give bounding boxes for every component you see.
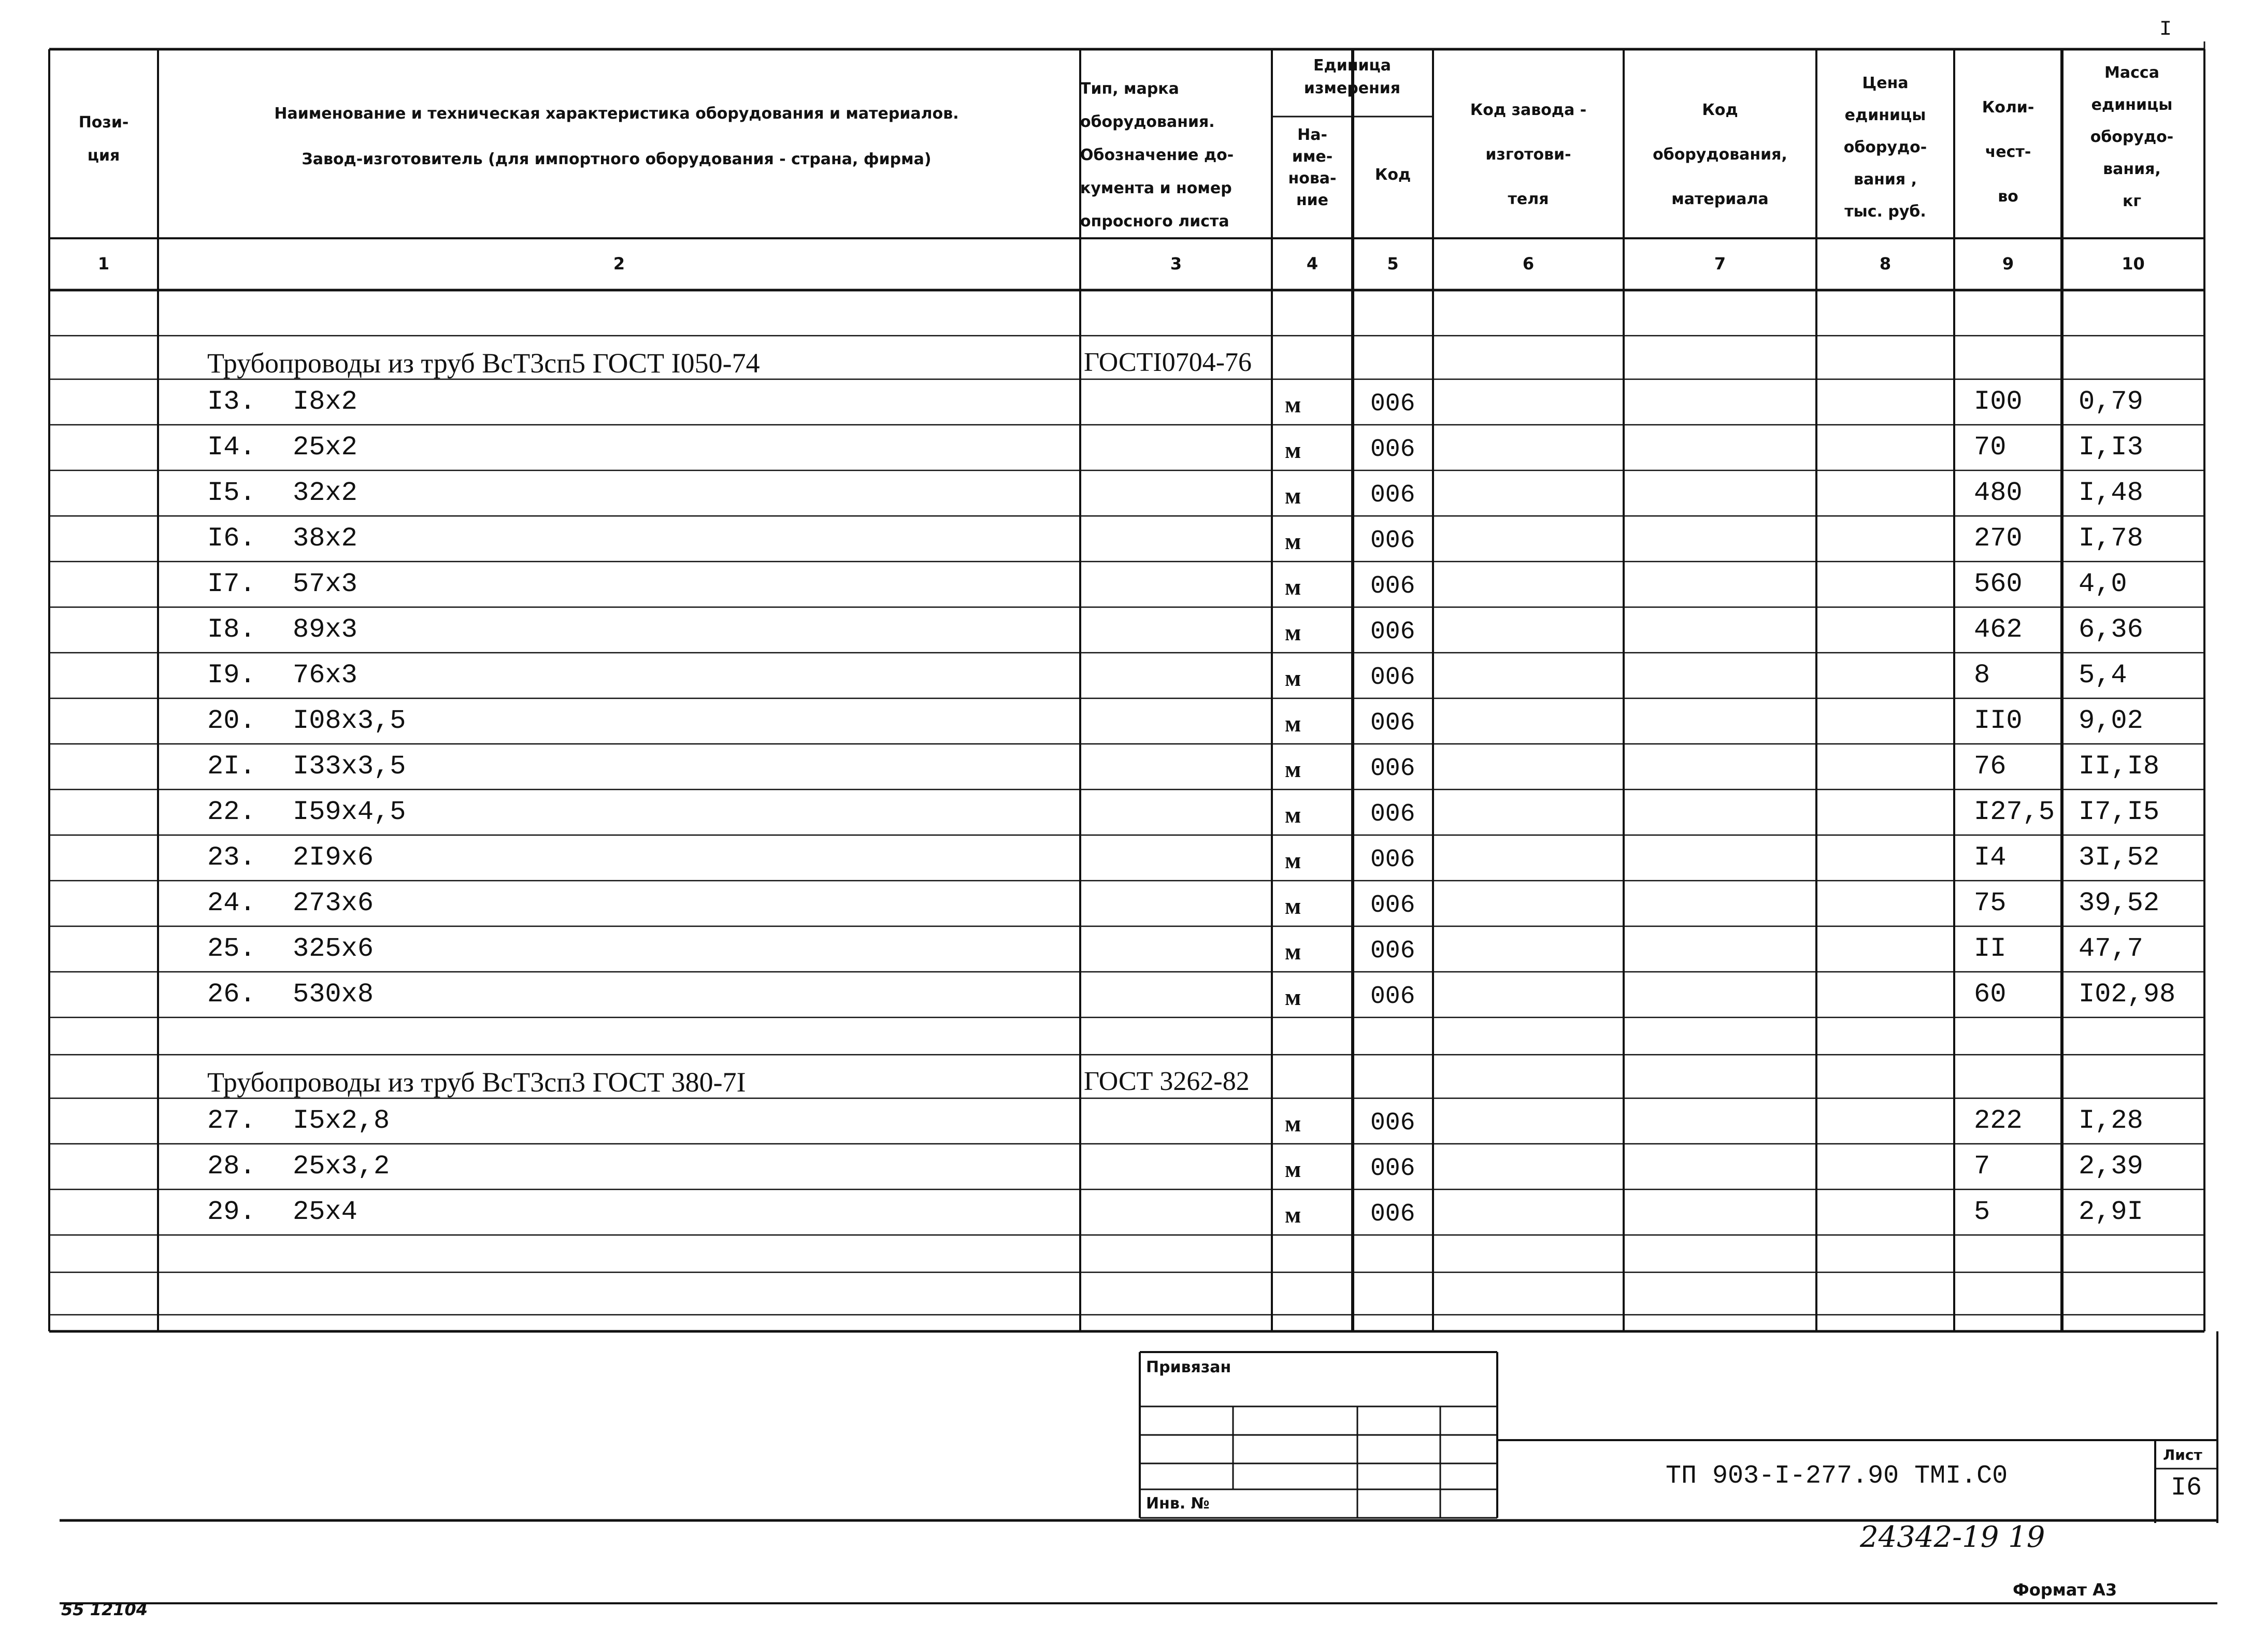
row-position: 28. (207, 1151, 256, 1182)
row-code: 006 (1370, 1109, 1415, 1137)
column-number: 2 (613, 254, 625, 274)
row-code: 006 (1370, 572, 1415, 600)
section-title: Трубопроводы из труб ВсТ3сп5 ГОСТ I050-74 (207, 348, 760, 379)
row-position: I3. (207, 386, 256, 417)
row-position: 24. (207, 888, 256, 918)
row-position: 25. (207, 933, 256, 964)
row-position: 2I. (207, 751, 256, 782)
header-mass: Масса единицы оборудо- вания, кг (2090, 64, 2174, 210)
handwritten-number: 24342-19 19 (1860, 1520, 2045, 1554)
row-quantity: 222 (1974, 1105, 2023, 1136)
row-mass: 3I,52 (2079, 842, 2160, 873)
row-mass: 2,9I (2079, 1197, 2143, 1227)
row-quantity: 462 (1974, 614, 2023, 645)
row-mass: I,28 (2079, 1105, 2143, 1136)
row-position: 26. (207, 979, 256, 1010)
row-position: 23. (207, 842, 256, 873)
column-number: 6 (1522, 254, 1535, 274)
header-name-line1: Наименование и техническая характеристика оборудования и материалов. (274, 105, 959, 123)
row-name: 32x2 (293, 478, 357, 508)
row-position: 22. (207, 797, 256, 827)
row-quantity: 76 (1974, 751, 2007, 782)
row-unit: м (1285, 482, 1301, 509)
row-unit: м (1285, 710, 1301, 737)
row-code: 006 (1370, 390, 1415, 418)
row-code: 006 (1370, 481, 1415, 509)
column-number: 1 (97, 254, 110, 274)
row-quantity: 75 (1974, 888, 2007, 918)
row-code: 006 (1370, 846, 1415, 874)
row-name: 2I9x6 (293, 842, 374, 873)
row-unit: м (1285, 938, 1301, 965)
sheet-label: Лист (2163, 1446, 2202, 1463)
row-code: 006 (1370, 937, 1415, 965)
row-quantity: 5 (1974, 1197, 1990, 1227)
row-unit: м (1285, 665, 1301, 691)
section-doc-ref: ГОСТI0704-76 (1084, 348, 1252, 377)
row-quantity: 7 (1974, 1151, 1990, 1182)
row-mass: 5,4 (2079, 660, 2127, 691)
row-position: I6. (207, 523, 256, 554)
row-code: 006 (1370, 755, 1415, 783)
row-code: 006 (1370, 1200, 1415, 1228)
row-mass: 2,39 (2079, 1151, 2143, 1182)
row-name: 38x2 (293, 523, 357, 554)
row-unit: м (1285, 437, 1301, 463)
section-doc-ref: ГОСТ 3262-82 (1084, 1067, 1250, 1096)
row-code: 006 (1370, 618, 1415, 646)
row-unit: м (1285, 619, 1301, 645)
header-quantity: Коли- чест- во (1982, 98, 2034, 206)
row-code: 006 (1370, 983, 1415, 1011)
row-mass: 6,36 (2079, 614, 2143, 645)
row-quantity: II0 (1974, 706, 2023, 736)
row-quantity: II (1974, 933, 2007, 964)
column-number: 8 (1879, 254, 1892, 274)
row-name: 25x2 (293, 432, 357, 463)
header-position: Пози- ция (78, 113, 129, 165)
row-quantity: 480 (1974, 478, 2023, 508)
row-position: I7. (207, 569, 256, 599)
row-unit: м (1285, 893, 1301, 919)
row-unit: м (1285, 528, 1301, 554)
row-name: 89x3 (293, 614, 357, 645)
column-number: 5 (1387, 254, 1399, 274)
row-unit: м (1285, 847, 1301, 873)
row-mass: I,78 (2079, 523, 2143, 554)
column-number: 9 (2002, 254, 2014, 274)
row-mass: I,48 (2079, 478, 2143, 508)
row-code: 006 (1370, 1155, 1415, 1183)
row-unit: м (1285, 801, 1301, 828)
row-unit: м (1285, 1201, 1301, 1228)
column-number: 7 (1714, 254, 1726, 274)
corner-mark: I (2159, 18, 2172, 41)
row-name: I33x3,5 (293, 751, 406, 782)
stamp-privyazan: Привязан (1146, 1358, 1231, 1376)
row-quantity: 560 (1974, 569, 2023, 599)
row-unit: м (1285, 391, 1301, 418)
header-equipment-code: Код оборудования, материала (1653, 101, 1787, 208)
row-name: 273x6 (293, 888, 374, 918)
row-unit: м (1285, 1156, 1301, 1182)
column-number: 10 (2122, 254, 2145, 274)
row-unit: м (1285, 573, 1301, 600)
row-code: 006 (1370, 892, 1415, 920)
row-code: 006 (1370, 527, 1415, 555)
section-title: Трубопроводы из труб ВсТ3сп3 ГОСТ 380-7I (207, 1067, 746, 1098)
format-label: Формат А3 (2013, 1580, 2117, 1600)
row-mass: 39,52 (2079, 888, 2160, 918)
row-code: 006 (1370, 436, 1415, 464)
row-mass: 4,0 (2079, 569, 2127, 599)
row-name: 25x4 (293, 1197, 357, 1227)
row-mass: I,I3 (2079, 432, 2143, 463)
row-mass: 9,02 (2079, 706, 2143, 736)
row-name: I59x4,5 (293, 797, 406, 827)
row-name: I8x2 (293, 386, 357, 417)
row-mass: I7,I5 (2079, 797, 2160, 827)
header-name-line2: Завод-изготовитель (для импортного оборудования - страна, фирма) (302, 150, 932, 168)
row-quantity: 70 (1974, 432, 2007, 463)
document-designation: ТП 903-I-277.90 ТМI.С0 (1666, 1461, 2008, 1491)
header-unit-name: На- име- нова- ние (1288, 126, 1337, 209)
row-code: 006 (1370, 664, 1415, 692)
row-quantity: I27,5 (1974, 797, 2055, 827)
row-position: 20. (207, 706, 256, 736)
column-number: 4 (1306, 254, 1319, 274)
row-quantity: 60 (1974, 979, 2007, 1010)
stamp-inv-number: Инв. № (1146, 1495, 1210, 1513)
row-position: 27. (207, 1105, 256, 1136)
row-quantity: 270 (1974, 523, 2023, 554)
column-number: 3 (1170, 254, 1182, 274)
row-position: I5. (207, 478, 256, 508)
row-quantity: I4 (1974, 842, 2007, 873)
row-quantity: I00 (1974, 386, 2023, 417)
row-name: 25x3,2 (293, 1151, 390, 1182)
row-name: 530x8 (293, 979, 374, 1010)
row-position: I4. (207, 432, 256, 463)
row-position: 29. (207, 1197, 256, 1227)
header-factory-code: Код завода - изготови- теля (1470, 101, 1587, 208)
sheet-number: I6 (2171, 1473, 2202, 1503)
row-code: 006 (1370, 800, 1415, 828)
row-mass: I02,98 (2079, 979, 2176, 1010)
row-mass: 47,7 (2079, 933, 2143, 964)
row-mass: 0,79 (2079, 386, 2143, 417)
row-unit: м (1285, 1110, 1301, 1137)
header-price: Цена единицы оборудо- вания , тыс. руб. (1843, 74, 1927, 221)
row-name: 57x3 (293, 569, 357, 599)
footer-left-code: 55 12104 (61, 1600, 148, 1619)
row-name: I5x2,8 (293, 1105, 390, 1136)
row-name: 325x6 (293, 933, 374, 964)
row-quantity: 8 (1974, 660, 1990, 691)
row-unit: м (1285, 756, 1301, 782)
header-unit-group: Единица измерения (1303, 56, 1401, 97)
row-mass: II,I8 (2079, 751, 2160, 782)
header-type-doc: Тип, марка оборудования. Обозначение до- кумента и номер опросного листа (1080, 80, 1234, 231)
row-name: 76x3 (293, 660, 357, 691)
row-position: I9. (207, 660, 256, 691)
header-unit-code: Код (1374, 166, 1411, 184)
row-position: I8. (207, 614, 256, 645)
row-unit: м (1285, 984, 1301, 1010)
row-name: I08x3,5 (293, 706, 406, 736)
row-code: 006 (1370, 709, 1415, 737)
